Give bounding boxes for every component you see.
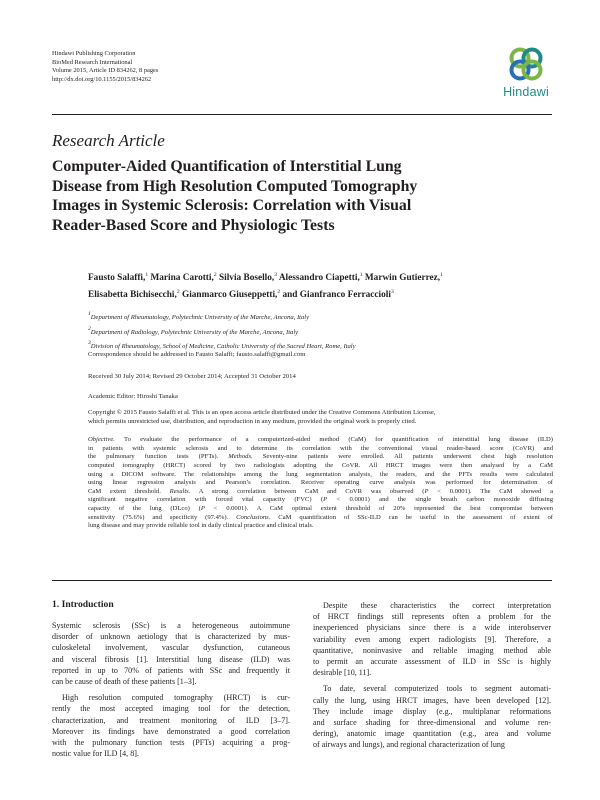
body-text-line: To date, several computerized tools to segment automati- — [323, 684, 551, 694]
body-text-line: to permit an accurate assessment of ILD in SSc is highly — [313, 657, 551, 667]
author-list — [88, 269, 553, 302]
title-line: Disease from High Resolution Computed Tomography — [52, 177, 418, 195]
abstract-line: sensitivity (75.6%) and specificity (97.4%). Conclusions. CaM quantification of SSc-ILD can be useful in the assessment of extent of — [88, 513, 553, 521]
body-text-line: characterization, and treatment monitoring of ILD [3–7]. — [52, 715, 290, 725]
body-text-line: culoskeletal involvement, vascular dysfunction, cutaneous — [52, 643, 290, 653]
abstract-line: computed tomography (HRCT) scored by two radiologists adopting the CoVR. All HRCT images were then analysed by a CaM — [88, 461, 553, 469]
publisher-name: Hindawi Publishing Corporation — [52, 50, 136, 57]
academic-editor: Academic Editor: Hiroshi Tanaka — [88, 393, 178, 400]
title-line: Reader-Based Score and Physiologic Tests — [52, 216, 335, 234]
title-line: Computer-Aided Quantification of Interstitial Lung — [52, 158, 402, 175]
body-text-line: variability even among expert radiologists [9]. Therefore, a — [313, 634, 551, 644]
abstract-line: significant negative correlation with forced vital capacity (FVC) (P < 0.0001) and the single breath carbon monoxide diffusing — [88, 496, 553, 504]
volume-info: Volume 2015, Article ID 834262, 8 pages — [52, 67, 159, 75]
body-text-line: Moreover its findings have demonstrated a good correlation — [52, 726, 290, 736]
abstract-line: Objective. To evaluate the performance of a computerized-aided method (CaM) for quantification of interstitial lung disease (ILD) — [88, 436, 553, 443]
abstract-line: in patients with systemic sclerosis and to determine its correlation with the conventional visual reader-based score (CoVR) and — [88, 444, 553, 452]
body-text-line: cally the lung, using HRCT images, have been developed [12]. — [313, 695, 551, 705]
journal-name: BioMed Research International — [52, 58, 133, 66]
publisher-logo[interactable] — [499, 44, 553, 108]
body-text-line: nostic value for ILD [4, 8]. — [52, 749, 139, 759]
abstract-line: using linear regression analysis and Pearson’s correlation. Receiver operating curve analysis was performed for determination of — [88, 479, 553, 487]
author: Elisabetta Bichisecchi, — [88, 289, 177, 300]
body-text-line: with the pulmonary function tests (PFTs) acquiring a prog- — [52, 738, 290, 748]
body-text-line: disorder of unknown aetiology that is characterized by mus- — [52, 632, 290, 642]
body-text-line: desirable [10, 11]. — [313, 668, 372, 678]
article-type: Research Article — [52, 131, 165, 150]
body-text-line: Despite these characteristics the correct interpretation — [323, 601, 551, 610]
logo-wordmark: Hindawi — [503, 85, 549, 99]
body-text-line: quantitative, noninvasive and reliable imaging method able — [313, 645, 551, 655]
author: Gianmarco Giuseppetti, — [181, 289, 278, 300]
body-text-line: dering), anatomic image quantitation (e.g., area and volume — [313, 729, 551, 739]
affiliation: $^2$Department of Radiology, Polytechnic University of the Marche, Ancona, Italy — [88, 325, 299, 336]
abstract-line: capacity of the lung (DLco) (P < 0.0001). A CaM optimal extent threshold of 20% represented the best compromise between — [88, 505, 553, 512]
article-title — [52, 157, 522, 235]
header-divider — [52, 114, 552, 115]
body-text-line: High resolution computed tomography (HRCT) is cur- — [62, 693, 290, 703]
article-dates: Received 30 July 2014; Revised 29 October 2014; Accepted 31 October 2014 — [88, 373, 296, 380]
affiliations — [88, 309, 553, 353]
author: Fausto Salaffi, — [88, 273, 146, 283]
section-heading: 1. Introduction — [52, 599, 114, 610]
correspondence: Correspondence should be addressed to Fausto Salaffi; fausto.salaffi@gmail.com — [88, 351, 306, 358]
body-text-line: and surface shading for three-dimensional and volume ren- — [313, 718, 551, 728]
abstract-line: using a DICOM software. The relationships among the lung segmentation analysis, the readers, and the PFTs results were calculated — [88, 470, 553, 478]
body-text-line: reported in up to 70% of patients with SSc and frequently it — [52, 665, 290, 675]
body-text-line: of airways and lungs), and regional characterization of lung — [313, 740, 505, 750]
affiliation: $^1$Department of Rheumatology, Polytechnic University of the Marche, Ancona, Italy — [88, 311, 310, 321]
abstract-line: the pulmonary function tests (PFTs). Methods. Seventy-nine patients were enrolled. All patients underwent chest high resolution — [88, 453, 553, 461]
author: Marwin Gutierrez, — [364, 273, 441, 283]
affiliation: $^3$Division of Rheumatology, School of Medicine, Catholic University of the Sacred Heart, Rome, Italy — [88, 340, 356, 350]
body-text-line: of HRCT findings still represents often a problem for the — [313, 612, 551, 622]
doi-link[interactable]: http://dx.doi.org/10.1155/2015/834262 — [52, 75, 152, 83]
abstract-divider — [52, 580, 552, 581]
author: and Gianfranco Ferraccioli — [282, 289, 391, 300]
body-text-line: can be cause of death of these patients [1–3]. — [52, 677, 197, 687]
abstract — [88, 436, 553, 531]
abstract-line: CaM extent threshold. Results. A strong correlation between CaM and CoVR was observed (P < 0.0001). The CaM showed a — [88, 487, 553, 495]
right-column — [313, 600, 551, 751]
author-line: Fausto Salaffi,$^1$ Marina Carotti,$^2$ Silvia Bosello,$^3$ Alessandro Ciapetti,$^1$ Marwin Gutierrez,$^1$ — [88, 272, 443, 283]
journal-meta — [52, 50, 158, 84]
author-line: Elisabetta Bichisecchi,$^2$ Gianmarco Giuseppetti,$^2$ and Gianfranco Ferraccioli$^3$ — [88, 288, 394, 300]
copyright-notice: Copyright © 2015 Fausto Salaffi et al. This is an open access article distributed under the Creative Commons Attribution License, which permits unrestricted use, distribution, and reproduction in any medium, provided the original work is properly cited. — [88, 409, 436, 425]
left-column — [52, 599, 290, 759]
hindawi-logo-icon — [506, 44, 546, 84]
body-text-line: They include image display (e.g., multiplanar reformations — [313, 706, 551, 716]
abstract-line: lung disease and may provide reliable tool in daily clinical practice and clinical trials. — [88, 522, 314, 530]
body-text-line: and visceral fibrosis [1]. Interstitial lung disease (ILD) was — [52, 654, 290, 664]
title-line: Images in Systemic Sclerosis: Correlation with Visual — [52, 197, 412, 215]
body-text-line: Systemic sclerosis (SSc) is a heterogeneous autoimmune — [52, 621, 290, 630]
author: Marina Carotti, — [150, 273, 214, 283]
author: Silvia Bosello, — [218, 273, 275, 283]
body-text-line: inexperienced physicians since there is a wide interobserver — [313, 623, 551, 633]
author: Alessandro Ciapetti, — [278, 273, 360, 283]
body-text-line: rently the most accepted imaging tool for the detection, — [52, 704, 290, 714]
